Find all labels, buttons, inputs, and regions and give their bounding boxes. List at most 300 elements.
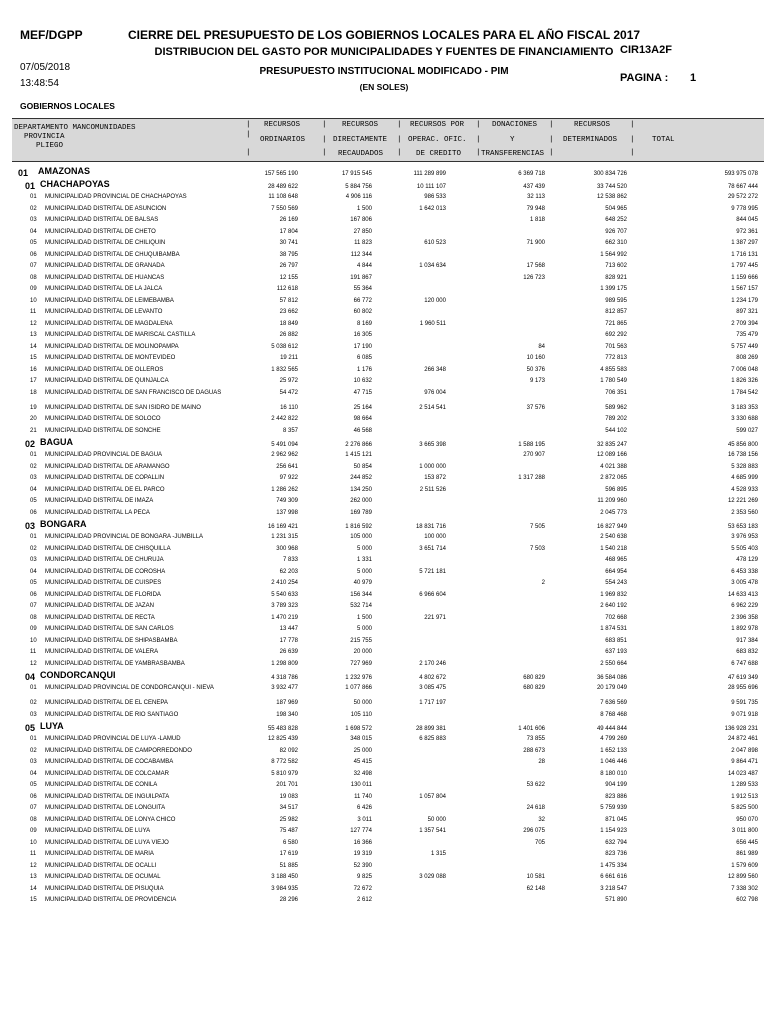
municipality-row <box>0 252 768 264</box>
row-name: MUNICIPALIDAD DISTRITAL DE CHILIQUIN <box>45 240 166 246</box>
page-number: 1 <box>690 72 697 84</box>
row-value-5: 701 563 <box>605 343 627 350</box>
row-name: MUNICIPALIDAD DISTRITAL DE SOLOCO <box>45 416 161 422</box>
row-code: 08 <box>30 816 37 823</box>
row-value-1: 26 639 <box>279 649 298 655</box>
municipality-row <box>0 206 768 218</box>
row-value-3: 1 057 804 <box>419 793 446 800</box>
row-code: 03 <box>30 759 37 765</box>
row-value-5: 648 252 <box>605 217 627 223</box>
row-value-6: 2 353 560 <box>731 509 758 516</box>
row-value-4: 7 503 <box>529 545 545 552</box>
municipality-row <box>0 557 768 569</box>
report-code: CIR13A2F <box>620 44 672 56</box>
row-value-6: 45 856 800 <box>727 442 758 448</box>
row-value-2: 4 844 <box>356 263 372 269</box>
row-value-3: 2 511 526 <box>419 486 446 493</box>
row-value-4: 71 900 <box>526 240 545 246</box>
row-value-6: 16 738 156 <box>727 452 758 458</box>
row-value-3: 1 000 000 <box>419 463 446 470</box>
row-value-6: 1 716 131 <box>731 251 758 258</box>
row-value-5: 989 595 <box>605 297 627 304</box>
row-value-5: 4 855 583 <box>600 366 627 373</box>
row-value-1: 17 619 <box>279 851 298 857</box>
row-value-5: 662 310 <box>605 240 627 246</box>
row-code: 15 <box>30 897 37 903</box>
row-code: 03 <box>30 475 37 481</box>
row-value-4: 10 581 <box>526 874 545 880</box>
province-row <box>0 521 768 534</box>
row-value-1: 5 491 094 <box>271 442 298 448</box>
col-rd-l2: DETERMINADOS <box>563 136 618 144</box>
row-value-5: 596 895 <box>605 486 627 493</box>
row-value-5: 664 954 <box>605 568 627 575</box>
row-value-2: 6 426 <box>356 805 372 811</box>
row-name: MUNICIPALIDAD DISTRITAL DE CHETO <box>45 228 156 235</box>
row-value-2: 11 740 <box>354 793 372 800</box>
municipality-row <box>0 736 768 748</box>
municipality-row <box>0 748 768 760</box>
row-value-3: 18 831 716 <box>415 524 446 530</box>
row-code: 01 <box>30 685 37 691</box>
municipality-row <box>0 886 768 898</box>
row-value-4: 1 401 606 <box>518 726 545 732</box>
row-name: MUNICIPALIDAD DISTRITAL DE COPALLIN <box>45 475 165 481</box>
province-row <box>0 723 768 736</box>
row-code: 09 <box>30 286 37 292</box>
municipality-row <box>0 897 768 909</box>
row-value-1: 5 540 633 <box>271 591 298 598</box>
municipality-row <box>0 240 768 252</box>
row-value-1: 3 789 323 <box>271 603 298 609</box>
row-value-2: 19 319 <box>353 851 372 857</box>
row-name: MUNICIPALIDAD DISTRITAL DE OCUMAL <box>45 874 161 880</box>
row-value-5: 2 550 664 <box>600 660 627 667</box>
row-code: 10 <box>30 839 37 846</box>
row-code: 01 <box>25 181 36 191</box>
row-name: MUNICIPALIDAD DISTRITAL DE RIO SANTIAGO <box>45 711 179 718</box>
row-value-6: 5 328 883 <box>731 463 758 470</box>
row-value-4: 6 369 718 <box>518 171 545 177</box>
row-value-4: 1 818 <box>529 217 545 223</box>
row-value-1: 26 882 <box>279 332 298 338</box>
row-value-6: 2 047 898 <box>731 747 758 754</box>
row-value-3: 120 000 <box>424 297 446 304</box>
row-code: 04 <box>30 568 37 575</box>
row-code: 16 <box>30 366 37 373</box>
municipality-row <box>0 309 768 321</box>
municipality-row <box>0 626 768 638</box>
row-value-4: 1 317 288 <box>518 475 545 481</box>
row-code: 19 <box>30 404 37 411</box>
row-name: MUNICIPALIDAD DISTRITAL DE SAN ISIDRO DE MAINO <box>45 404 201 411</box>
row-value-5: 8 180 010 <box>600 770 627 777</box>
row-name: MUNICIPALIDAD PROVINCIAL DE CONDORCANQUI - NIEVA <box>45 685 214 691</box>
row-name: MUNICIPALIDAD DISTRITAL DE RECTA <box>45 614 155 621</box>
col-dept-l2: PROVINCIA <box>24 133 65 141</box>
row-value-1: 16 169 421 <box>267 524 298 530</box>
row-value-1: 300 968 <box>276 545 298 552</box>
municipality-row <box>0 286 768 298</box>
row-value-6: 6 747 688 <box>731 660 758 667</box>
row-value-3: 50 000 <box>427 816 446 823</box>
row-code: 21 <box>30 427 37 434</box>
row-value-1: 1 470 219 <box>271 614 298 621</box>
row-value-2: 46 568 <box>353 427 372 434</box>
row-value-5: 20 179 049 <box>596 685 627 691</box>
row-value-1: 19 083 <box>279 793 298 800</box>
row-value-5: 4 799 269 <box>600 736 627 742</box>
province-row <box>0 439 768 452</box>
row-value-1: 13 447 <box>279 626 298 632</box>
row-value-3: 2 170 246 <box>419 660 446 667</box>
row-value-6: 1 826 326 <box>731 378 758 384</box>
row-value-5: 926 707 <box>605 228 627 235</box>
row-value-6: 53 653 183 <box>727 524 758 530</box>
row-value-6: 1 159 666 <box>731 274 758 281</box>
col-ro-l1: RECURSOS <box>264 121 301 129</box>
row-name: MUNICIPALIDAD DISTRITAL DE ASUNCION <box>45 205 167 212</box>
row-value-6: 5 505 403 <box>731 545 758 552</box>
municipality-row <box>0 712 768 724</box>
row-value-6: 29 572 272 <box>727 194 758 200</box>
row-code: 04 <box>30 228 37 235</box>
row-code: 01 <box>30 736 37 742</box>
municipality-row <box>0 452 768 464</box>
row-value-2: 40 979 <box>353 580 372 586</box>
municipality-row <box>0 275 768 287</box>
row-code: 04 <box>30 486 37 493</box>
row-name: MUNICIPALIDAD DISTRITAL DE LUYA VIEJO <box>45 839 169 846</box>
row-value-2: 727 969 <box>350 660 372 667</box>
row-name: MUNICIPALIDAD DISTRITAL DE GRANADA <box>45 263 165 269</box>
row-code: 05 <box>25 723 36 733</box>
row-value-3: 1 642 013 <box>419 205 446 212</box>
row-code: 01 <box>30 194 37 200</box>
row-value-6: 3 330 688 <box>731 416 758 422</box>
row-code: 08 <box>30 274 37 281</box>
row-value-5: 5 759 939 <box>600 805 627 811</box>
row-value-2: 1 331 <box>356 557 372 563</box>
row-value-1: 198 340 <box>276 711 298 718</box>
row-value-2: 2 612 <box>356 897 372 903</box>
row-value-1: 26 797 <box>279 263 298 269</box>
report-origin: MEF/DGPP <box>20 28 83 42</box>
row-value-1: 157 565 190 <box>264 171 298 177</box>
row-code: 07 <box>30 805 37 811</box>
row-code: 04 <box>30 770 37 777</box>
col-roc-l3: DE CREDITO <box>416 150 462 158</box>
row-name: MUNICIPALIDAD DISTRITAL DE OLLEROS <box>45 366 164 373</box>
municipality-row <box>0 464 768 476</box>
row-value-1: 54 472 <box>279 389 298 396</box>
row-code: 12 <box>30 320 37 327</box>
row-value-2: 6 085 <box>356 355 372 361</box>
row-name: MUNICIPALIDAD DISTRITAL DE MOLINOPAMPA <box>45 343 179 350</box>
row-value-1: 187 969 <box>276 700 298 706</box>
row-value-5: 16 827 949 <box>596 524 627 530</box>
row-value-4: 50 376 <box>526 366 545 373</box>
row-value-5: 1 780 549 <box>600 378 627 384</box>
department-row <box>0 168 768 181</box>
row-value-5: 828 921 <box>605 274 627 281</box>
municipality-row <box>0 851 768 863</box>
municipality-row <box>0 569 768 581</box>
row-value-4: 24 618 <box>526 805 545 811</box>
row-code: 04 <box>25 672 36 682</box>
row-value-6: 478 129 <box>736 557 758 563</box>
row-value-2: 156 344 <box>350 591 372 598</box>
row-name: MUNICIPALIDAD DISTRITAL DE CHISQUILLA <box>45 545 171 552</box>
row-value-6: 1 567 157 <box>731 286 758 292</box>
row-value-3: 6 966 604 <box>419 591 446 598</box>
report-time: 13:48:54 <box>20 78 59 89</box>
col-dyt-l2: Y <box>510 136 515 144</box>
row-value-6: 2 709 394 <box>731 320 758 327</box>
row-value-3: 3 029 088 <box>419 874 446 880</box>
row-value-6: 14 633 413 <box>727 591 758 598</box>
row-value-5: 4 021 388 <box>600 463 627 470</box>
row-name: MUNICIPALIDAD DISTRITAL DE PROVIDENCIA <box>45 897 177 903</box>
row-value-4: 37 576 <box>526 404 545 411</box>
row-value-1: 8 357 <box>282 427 298 434</box>
row-code: 10 <box>30 297 37 304</box>
row-value-1: 201 701 <box>276 782 298 788</box>
municipality-row <box>0 344 768 356</box>
municipality-row <box>0 603 768 615</box>
row-value-1: 2 442 822 <box>271 416 298 422</box>
row-value-5: 2 872 065 <box>600 475 627 481</box>
row-value-1: 25 982 <box>279 816 298 823</box>
row-value-5: 1 540 218 <box>600 545 627 552</box>
row-value-4: 32 113 <box>527 194 545 200</box>
row-value-2: 52 390 <box>353 862 372 869</box>
row-code: 05 <box>30 498 37 504</box>
page-label: PAGINA : <box>620 72 669 84</box>
row-value-2: 348 015 <box>350 736 372 742</box>
row-value-1: 112 618 <box>276 286 298 292</box>
municipality-row <box>0 580 768 592</box>
row-value-6: 6 962 229 <box>731 603 758 609</box>
col-dept-l3: PLIEGO <box>36 142 64 150</box>
province-row <box>0 181 768 194</box>
row-value-2: 169 789 <box>350 509 372 516</box>
row-value-5: 789 202 <box>605 416 627 422</box>
row-code: 12 <box>30 660 37 667</box>
row-value-1: 11 108 648 <box>268 194 298 200</box>
row-value-3: 3 651 714 <box>419 545 446 552</box>
row-value-6: 917 384 <box>736 637 758 644</box>
row-value-6: 9 071 918 <box>731 711 758 718</box>
row-name: MUNICIPALIDAD DISTRITAL DE CHUQUIBAMBA <box>45 251 180 258</box>
row-code: 13 <box>30 874 37 880</box>
row-value-2: 1 698 572 <box>345 726 372 732</box>
row-value-1: 75 487 <box>279 828 298 834</box>
row-value-2: 3 011 <box>357 816 372 823</box>
row-code: 11 <box>30 649 37 655</box>
row-value-1: 30 741 <box>279 240 298 246</box>
row-value-3: 5 721 181 <box>419 568 446 575</box>
row-value-5: 571 890 <box>605 897 627 903</box>
row-value-1: 25 972 <box>279 378 298 384</box>
row-name: MUNICIPALIDAD DISTRITAL DE MONTEVIDEO <box>45 355 176 361</box>
row-value-6: 950 070 <box>736 816 758 823</box>
row-value-4: 680 829 <box>523 675 545 681</box>
row-value-2: 5 000 <box>356 568 372 575</box>
row-name: MUNICIPALIDAD DISTRITAL DE SONCHE <box>45 427 161 434</box>
row-code: 03 <box>25 521 36 531</box>
municipality-row <box>0 510 768 522</box>
row-value-2: 191 867 <box>350 274 372 281</box>
row-code: 02 <box>30 545 37 552</box>
row-value-2: 244 852 <box>350 475 372 481</box>
row-value-3: 1 357 541 <box>419 828 446 834</box>
municipality-row <box>0 390 768 405</box>
row-value-4: 437 439 <box>523 184 545 190</box>
row-value-6: 1 797 445 <box>731 263 758 269</box>
row-value-5: 823 886 <box>605 793 627 800</box>
municipality-row <box>0 817 768 829</box>
row-name: MUNICIPALIDAD DISTRITAL DE MAGDALENA <box>45 320 173 327</box>
municipality-row <box>0 416 768 428</box>
col-roc-l1: RECURSOS POR <box>410 121 465 129</box>
row-value-1: 256 641 <box>276 463 298 470</box>
row-name: CONDORCANQUI <box>40 670 116 680</box>
row-name: MUNICIPALIDAD DISTRITAL DE MARIA <box>45 851 154 857</box>
row-value-2: 27 850 <box>353 228 372 235</box>
row-code: 07 <box>30 603 37 609</box>
municipality-row <box>0 487 768 499</box>
municipality-row <box>0 592 768 604</box>
row-name: BONGARA <box>40 519 87 529</box>
row-value-2: 9 825 <box>356 874 372 880</box>
row-value-6: 14 023 487 <box>727 770 758 777</box>
row-value-6: 2 396 358 <box>731 614 758 621</box>
province-row <box>0 672 768 685</box>
row-value-5: 713 602 <box>605 263 627 269</box>
row-value-4: 73 855 <box>526 736 545 742</box>
row-value-3: 976 004 <box>424 389 446 396</box>
report-date: 07/05/2018 <box>20 62 71 73</box>
row-value-2: 66 772 <box>353 297 372 304</box>
row-code: 18 <box>30 389 37 396</box>
row-value-2: 17 915 545 <box>341 171 372 177</box>
row-value-2: 60 802 <box>353 309 372 315</box>
row-code: 02 <box>25 439 36 449</box>
report-budget-type: PRESUPUESTO INSTITUCIONAL MODIFICADO - PIM <box>259 66 509 77</box>
row-value-4: 7 505 <box>529 524 545 530</box>
row-name: MUNICIPALIDAD DISTRITAL DE COLCAMAR <box>45 770 169 777</box>
row-value-5: 1 475 334 <box>600 862 627 869</box>
row-value-2: 1 232 976 <box>345 675 372 681</box>
row-value-1: 28 489 622 <box>267 184 298 190</box>
row-value-1: 5 810 979 <box>271 770 298 777</box>
row-value-6: 12 221 269 <box>727 498 758 504</box>
row-name: BAGUA <box>40 437 73 447</box>
row-value-3: 28 899 381 <box>415 726 446 732</box>
row-value-2: 16 366 <box>353 839 372 846</box>
row-name: MUNICIPALIDAD DISTRITAL DE LEIMEBAMBA <box>45 297 174 304</box>
row-value-2: 4 906 116 <box>345 194 372 200</box>
row-value-6: 844 045 <box>736 217 758 223</box>
row-value-2: 5 000 <box>356 626 372 632</box>
municipality-row <box>0 649 768 661</box>
municipality-row <box>0 498 768 510</box>
row-value-6: 5 757 449 <box>731 343 758 350</box>
row-name: MUNICIPALIDAD DISTRITAL DE BALSAS <box>45 217 159 223</box>
municipality-row <box>0 534 768 546</box>
row-name: MUNICIPALIDAD DISTRITAL DE INGUILPATA <box>45 793 170 800</box>
row-value-2: 10 632 <box>353 378 372 384</box>
row-value-6: 9 591 735 <box>731 700 758 706</box>
row-code: 06 <box>30 591 37 598</box>
row-value-2: 16 305 <box>353 332 372 338</box>
row-value-5: 871 045 <box>605 816 627 823</box>
row-code: 15 <box>30 355 37 361</box>
row-name: MUNICIPALIDAD DISTRITAL DE CUISPES <box>45 580 162 586</box>
col-dyt-l1: DONACIONES <box>492 121 538 129</box>
municipality-row <box>0 805 768 817</box>
municipality-row <box>0 615 768 627</box>
row-value-2: 32 498 <box>353 770 372 777</box>
municipality-row <box>0 229 768 241</box>
row-value-6: 5 825 500 <box>731 805 758 811</box>
row-value-2: 25 164 <box>353 404 372 411</box>
municipality-row <box>0 428 768 440</box>
row-value-4: 10 160 <box>526 355 545 361</box>
row-value-3: 1 717 197 <box>419 700 446 706</box>
row-value-2: 1 077 866 <box>345 685 372 691</box>
row-value-4: 32 <box>538 816 545 823</box>
municipality-row <box>0 759 768 771</box>
row-value-2: 5 000 <box>356 545 372 552</box>
row-value-6: 1 289 533 <box>731 782 758 788</box>
row-value-2: 47 715 <box>353 389 372 396</box>
row-name: MUNICIPALIDAD DISTRITAL DE PISUQUIA <box>45 885 164 892</box>
row-value-1: 1 832 565 <box>271 366 298 373</box>
row-value-5: 6 661 616 <box>600 874 627 880</box>
row-value-6: 656 445 <box>736 839 758 846</box>
row-name: MUNICIPALIDAD DISTRITAL DE SAN CARLOS <box>45 626 174 632</box>
row-code: 06 <box>30 509 37 516</box>
row-value-2: 1 415 121 <box>345 452 372 458</box>
col-dyt-l3: TRANSFERENCIAS <box>481 150 545 158</box>
row-value-1: 17 778 <box>279 637 298 644</box>
municipality-row <box>0 782 768 794</box>
row-value-5: 33 744 520 <box>596 184 627 190</box>
municipality-row <box>0 378 768 390</box>
row-value-4: 79 948 <box>526 205 545 212</box>
row-code: 13 <box>30 332 37 338</box>
row-code: 05 <box>30 580 37 586</box>
row-name: MUNICIPALIDAD DISTRITAL DE HUANCAS <box>45 274 165 281</box>
row-code: 14 <box>30 343 37 350</box>
row-value-1: 749 309 <box>276 498 298 504</box>
row-value-4: 288 673 <box>523 747 545 754</box>
row-code: 01 <box>18 168 29 178</box>
row-value-1: 12 825 439 <box>267 736 298 742</box>
row-name: LUYA <box>40 721 64 731</box>
row-name: AMAZONAS <box>38 166 90 176</box>
row-value-3: 1 315 <box>430 851 446 857</box>
row-value-1: 2 962 962 <box>271 452 298 458</box>
row-value-4: 270 907 <box>523 452 545 458</box>
row-value-5: 12 089 166 <box>596 452 627 458</box>
row-value-1: 55 483 828 <box>267 726 298 732</box>
row-name: MUNICIPALIDAD DISTRITAL DE SAN FRANCISCO DE DAGUAS <box>45 389 222 396</box>
row-value-1: 1 298 809 <box>271 660 298 667</box>
row-value-5: 1 399 175 <box>600 286 627 292</box>
